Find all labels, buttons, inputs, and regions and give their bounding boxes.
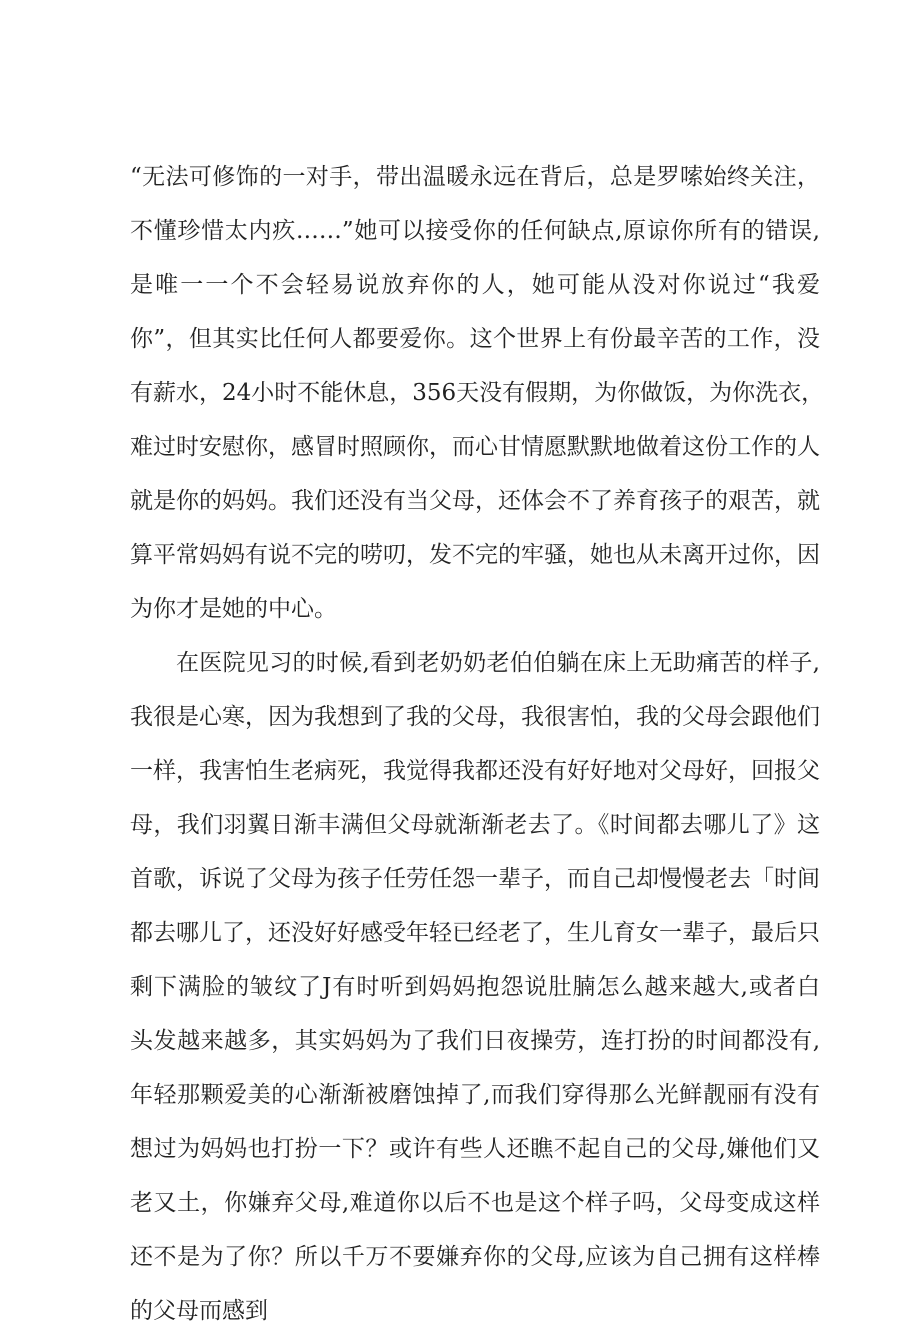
paragraph-line: 的父母而感到 (130, 1298, 268, 1324)
paragraph-line: 剩下满脸的皱纹了J有时听到妈妈抱怨说肚腩怎么越来越大,或者白 (130, 974, 820, 1000)
paragraph-line: 还不是为了你？所以千万不要嫌弃你的父母,应该为自己拥有这样棒 (130, 1244, 820, 1270)
paragraph-2 (130, 636, 820, 1338)
paragraph-line: 有薪水，24小时不能休息，356天没有假期，为你做饭，为你洗衣， (130, 380, 825, 406)
paragraph-line: 年轻那颗爱美的心渐渐被磨蚀掉了,而我们穿得那么光鲜靓丽有没有 (130, 1082, 820, 1108)
paragraph-line: 想过为妈妈也打扮一下？或许有些人还瞧不起自己的父母,嫌他们又 (130, 1136, 820, 1162)
paragraph-line: 都去哪儿了，还没好好感受年轻已经老了，生儿育女一辈子，最后只 (130, 920, 820, 946)
document-body (130, 150, 825, 1338)
paragraph-line: 不懂珍惜太内疚……”她可以接受你的任何缺点,原谅你所有的错误, (130, 218, 820, 244)
paragraph-line: 头发越来越多，其实妈妈为了我们日夜操劳，连打扮的时间都没有, (130, 1028, 820, 1054)
paragraph-line: 算平常妈妈有说不完的唠叨，发不完的牢骚，她也从未离开过你，因 (130, 542, 820, 568)
paragraph-line: 就是你的妈妈。我们还没有当父母，还体会不了养育孩子的艰苦，就 (130, 488, 820, 514)
paragraph-line: 一样，我害怕生老病死，我觉得我都还没有好好地对父母好，回报父 (130, 758, 820, 784)
paragraph-line: 为你才是她的中心。 (130, 596, 337, 622)
paragraph-line: 老又土，你嫌弃父母,难道你以后不也是这个样子吗，父母变成这样 (130, 1190, 820, 1216)
paragraph-line: 母，我们羽翼日渐丰满但父母就渐渐老去了。《时间都去哪儿了》这 (130, 812, 820, 838)
paragraph-line: “无法可修饰的一对手，带出温暖永远在背后，总是罗嗦始终关注， (130, 164, 820, 190)
paragraph-line: 首歌，诉说了父母为孩子任劳任怨一辈子，而自己却慢慢老去「时间 (130, 866, 820, 892)
paragraph-1 (130, 150, 825, 636)
paragraph-line: 在医院见习的时候,看到老奶奶老伯伯躺在床上无助痛苦的样子, (176, 650, 820, 676)
paragraph-line: 难过时安慰你，感冒时照顾你，而心甘情愿默默地做着这份工作的人 (130, 434, 820, 460)
paragraph-line: 是唯一一个不会轻易说放弃你的人，她可能从没对你说过“我爱 (130, 272, 820, 298)
paragraph-line: 你”，但其实比任何人都要爱你。这个世界上有份最辛苦的工作，没 (130, 326, 820, 352)
paragraph-line: 我很是心寒，因为我想到了我的父母，我很害怕，我的父母会跟他们 (130, 704, 820, 730)
